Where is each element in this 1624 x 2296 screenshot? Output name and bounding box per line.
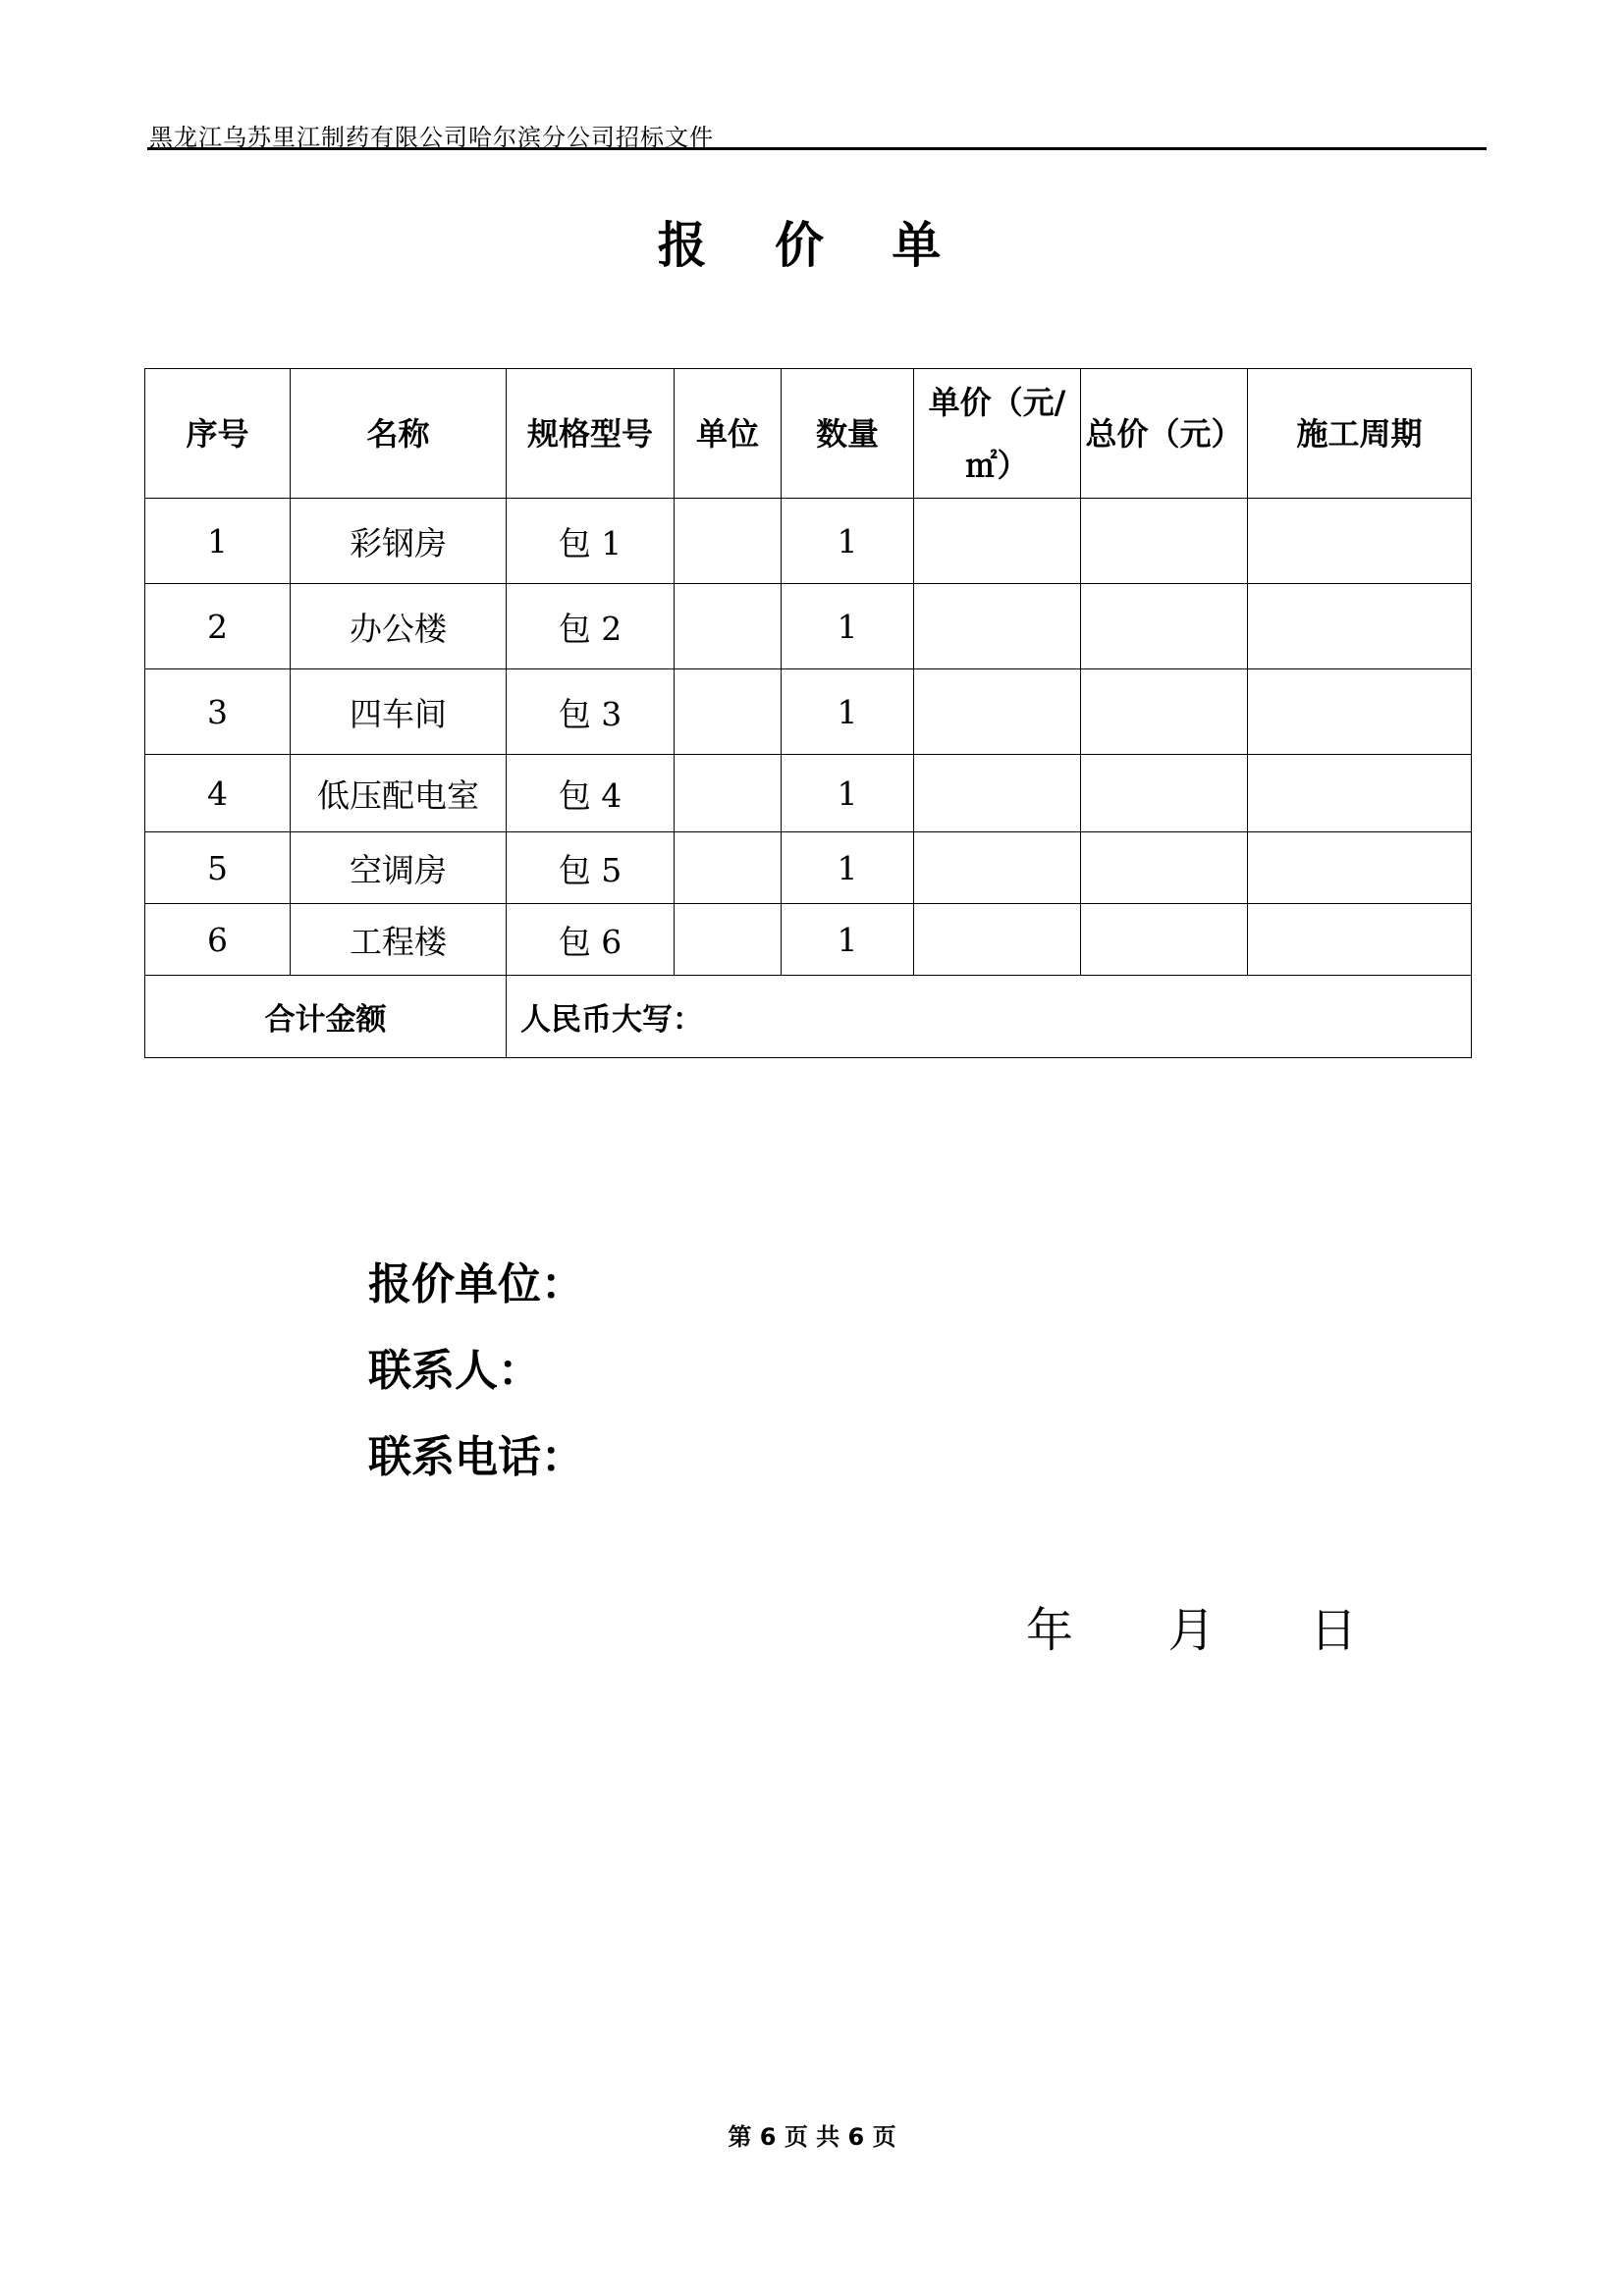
document-header: 黑龙江乌苏里江制药有限公司哈尔滨分公司招标文件 <box>149 124 714 151</box>
page-number: 第 6 页 共 6 页 <box>728 2123 896 2151</box>
cell-total[interactable] <box>1081 904 1248 976</box>
cell-period[interactable] <box>1248 832 1472 904</box>
cell-unit[interactable] <box>675 584 782 669</box>
cell-total[interactable] <box>1081 832 1248 904</box>
cell-name: 彩钢房 <box>291 499 507 584</box>
cell-spec: 包 5 <box>507 832 675 904</box>
cell-no: 4 <box>145 755 291 832</box>
cell-unit-price[interactable] <box>914 755 1081 832</box>
cell-total[interactable] <box>1081 669 1248 755</box>
column-header-spec: 规格型号 <box>507 369 675 499</box>
total-row <box>145 976 1472 1058</box>
column-header-name: 名称 <box>291 369 507 499</box>
date-year[interactable]: 年 <box>1026 1603 1074 1658</box>
table-row <box>145 904 1472 976</box>
total-amount-words-field[interactable]: 人民币大写： <box>507 976 1472 1058</box>
cell-total[interactable] <box>1081 584 1248 669</box>
cell-unit[interactable] <box>675 499 782 584</box>
cell-no: 3 <box>145 669 291 755</box>
cell-qty: 1 <box>782 904 914 976</box>
cell-unit[interactable] <box>675 904 782 976</box>
total-amount-label: 合计金额 <box>145 976 507 1058</box>
cell-qty: 1 <box>782 755 914 832</box>
quotation-table <box>144 368 1472 1058</box>
page-title: 报 价 单 <box>657 217 967 274</box>
contact-phone-field[interactable]: 联系电话： <box>368 1432 584 1482</box>
cell-period[interactable] <box>1248 669 1472 755</box>
cell-period[interactable] <box>1248 584 1472 669</box>
cell-spec: 包 2 <box>507 584 675 669</box>
column-header-unit-price: 单价（元/㎡） <box>914 369 1081 499</box>
table-row <box>145 832 1472 904</box>
date-month[interactable]: 月 <box>1167 1603 1216 1658</box>
cell-no: 1 <box>145 499 291 584</box>
cell-name: 低压配电室 <box>291 755 507 832</box>
table-row <box>145 499 1472 584</box>
cell-period[interactable] <box>1248 904 1472 976</box>
date-day[interactable]: 日 <box>1310 1603 1358 1658</box>
cell-unit[interactable] <box>675 669 782 755</box>
cell-total[interactable] <box>1081 755 1248 832</box>
table-row <box>145 669 1472 755</box>
table-row <box>145 584 1472 669</box>
cell-unit[interactable] <box>675 755 782 832</box>
table-header-row <box>145 369 1472 499</box>
date-line <box>1026 1592 1357 1660</box>
column-header-qty: 数量 <box>782 369 914 499</box>
cell-qty: 1 <box>782 584 914 669</box>
contact-person-field[interactable]: 联系人： <box>368 1346 541 1396</box>
cell-spec: 包 1 <box>507 499 675 584</box>
cell-unit-price[interactable] <box>914 669 1081 755</box>
quote-unit-field[interactable]: 报价单位： <box>368 1259 584 1309</box>
cell-qty: 1 <box>782 832 914 904</box>
cell-name: 工程楼 <box>291 904 507 976</box>
cell-total[interactable] <box>1081 499 1248 584</box>
cell-qty: 1 <box>782 499 914 584</box>
cell-qty: 1 <box>782 669 914 755</box>
cell-unit-price[interactable] <box>914 904 1081 976</box>
cell-name: 四车间 <box>291 669 507 755</box>
table-row <box>145 755 1472 832</box>
cell-unit-price[interactable] <box>914 499 1081 584</box>
cell-unit[interactable] <box>675 832 782 904</box>
column-header-unit: 单位 <box>675 369 782 499</box>
cell-no: 5 <box>145 832 291 904</box>
cell-spec: 包 6 <box>507 904 675 976</box>
cell-spec: 包 3 <box>507 669 675 755</box>
column-header-no: 序号 <box>145 369 291 499</box>
cell-spec: 包 4 <box>507 755 675 832</box>
cell-name: 空调房 <box>291 832 507 904</box>
cell-unit-price[interactable] <box>914 832 1081 904</box>
column-header-total: 总价（元） <box>1081 369 1248 499</box>
cell-unit-price[interactable] <box>914 584 1081 669</box>
cell-period[interactable] <box>1248 755 1472 832</box>
header-divider <box>147 147 1487 150</box>
cell-no: 6 <box>145 904 291 976</box>
column-header-period: 施工周期 <box>1248 369 1472 499</box>
cell-name: 办公楼 <box>291 584 507 669</box>
cell-period[interactable] <box>1248 499 1472 584</box>
cell-no: 2 <box>145 584 291 669</box>
